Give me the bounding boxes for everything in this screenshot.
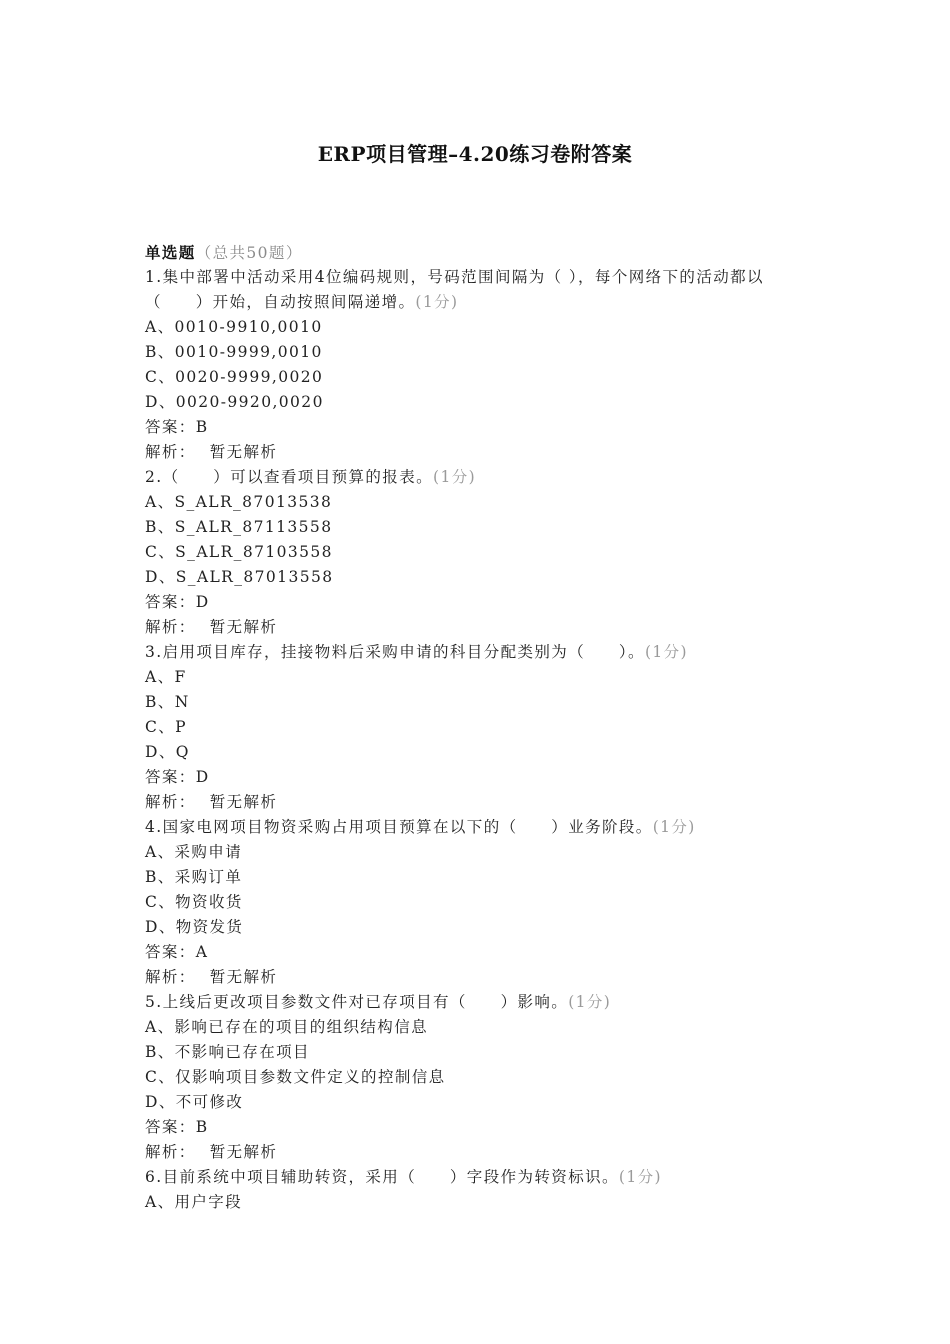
question-stem-line [145, 990, 810, 1015]
analysis-label: 解析： [145, 793, 196, 811]
answer-label: 答案： [145, 1118, 196, 1136]
question-block [145, 990, 810, 1165]
question-stem-line [145, 640, 810, 665]
question-option: A、采购申请 [145, 843, 243, 861]
question-option: B、S_ALR_87113558 [145, 518, 333, 536]
question-option: D、Q [145, 743, 190, 761]
question-option: C、P [145, 718, 187, 736]
question-score: (1分) [433, 468, 477, 486]
section-title: 单选题 [145, 243, 196, 262]
question-option: C、0020-9999,0020 [145, 368, 324, 386]
question-stem: 1.集中部署中活动采用4位编码规则，号码范围间隔为（ ），每个网络下的活动都以（ ）开始，自动按照间隔递增。 [145, 268, 764, 311]
document-title: ERP项目管理–4.20练习卷附答案 [317, 142, 633, 166]
analysis-label: 解析： [145, 1143, 196, 1161]
question-option: A、F [145, 668, 187, 686]
analysis-label: 解析： [145, 618, 196, 636]
question-answer [145, 765, 810, 790]
question-stem: 4.国家电网项目物资采购占用项目预算在以下的（ ）业务阶段。 [145, 818, 653, 836]
question-score: (1分) [568, 993, 612, 1011]
question-score: (1分) [618, 1168, 662, 1186]
answer-value: D [195, 768, 210, 786]
question-answer [145, 590, 810, 615]
answer-label: 答案： [145, 418, 196, 436]
answer-value: A [195, 943, 209, 961]
question-option: B、N [145, 693, 190, 711]
answer-label: 答案： [145, 943, 196, 961]
analysis-label: 解析： [145, 968, 196, 986]
answer-label: 答案： [145, 768, 196, 786]
question-stem: 5.上线后更改项目参数文件对已存项目有（ ）影响。 [145, 993, 569, 1011]
analysis-label: 解析： [145, 443, 196, 461]
question-stem: 2.（ ）可以查看项目预算的报表。 [145, 468, 433, 486]
question-stem-line [145, 815, 810, 840]
question-option: B、采购订单 [145, 868, 243, 886]
question-option: B、0010-9999,0010 [145, 343, 323, 361]
question-option: A、0010-9910,0010 [145, 318, 323, 336]
answer-value: B [195, 418, 209, 436]
question-block [145, 1165, 810, 1215]
question-stem-line [145, 465, 810, 490]
question-stem: 3.启用项目库存，挂接物料后采购申请的科目分配类别为（ ）。 [145, 643, 645, 661]
question-option: D、0020-9920,0020 [145, 393, 324, 411]
question-block [145, 815, 810, 990]
question-option: A、影响已存在的项目的组织结构信息 [145, 1018, 428, 1036]
question-analysis [145, 1140, 810, 1165]
question-option: C、仅影响项目参数文件定义的控制信息 [145, 1068, 446, 1086]
analysis-value: 暂无解析 [209, 443, 278, 461]
question-score: (1分) [644, 643, 689, 661]
question-answer [145, 1115, 810, 1140]
question-analysis [145, 965, 810, 990]
analysis-value: 暂无解析 [209, 1143, 278, 1161]
question-score: (1分) [652, 818, 696, 836]
question-stem: 6.目前系统中项目辅助转资，采用（ ）字段作为转资标识。 [145, 1168, 619, 1186]
question-option: D、物资发货 [145, 918, 244, 936]
section-heading [145, 240, 810, 265]
question-option: C、S_ALR_87103558 [145, 543, 333, 561]
analysis-value: 暂无解析 [209, 968, 278, 986]
question-answer [145, 940, 810, 965]
question-block [145, 640, 810, 815]
question-list [145, 240, 810, 1215]
question-analysis [145, 615, 810, 640]
question-option: D、S_ALR_87013558 [145, 568, 334, 586]
question-analysis [145, 790, 810, 815]
answer-label: 答案： [145, 593, 196, 611]
question-block [145, 265, 810, 465]
question-option: C、物资收货 [145, 893, 243, 911]
question-option: A、用户字段 [145, 1193, 243, 1211]
question-answer [145, 415, 810, 440]
analysis-value: 暂无解析 [209, 618, 278, 636]
question-option: D、不可修改 [145, 1093, 244, 1111]
question-option: B、不影响已存在项目 [145, 1043, 310, 1061]
question-analysis [145, 440, 810, 465]
question-stem-line [145, 265, 810, 315]
question-option: A、S_ALR_87013538 [145, 493, 333, 511]
section-question-count: （总共50题） [195, 244, 303, 262]
analysis-value: 暂无解析 [209, 793, 278, 811]
question-stem-line [145, 1165, 810, 1190]
question-block [145, 465, 810, 640]
answer-value: D [195, 593, 210, 611]
question-score: (1分) [415, 293, 459, 311]
answer-value: B [195, 1118, 209, 1136]
